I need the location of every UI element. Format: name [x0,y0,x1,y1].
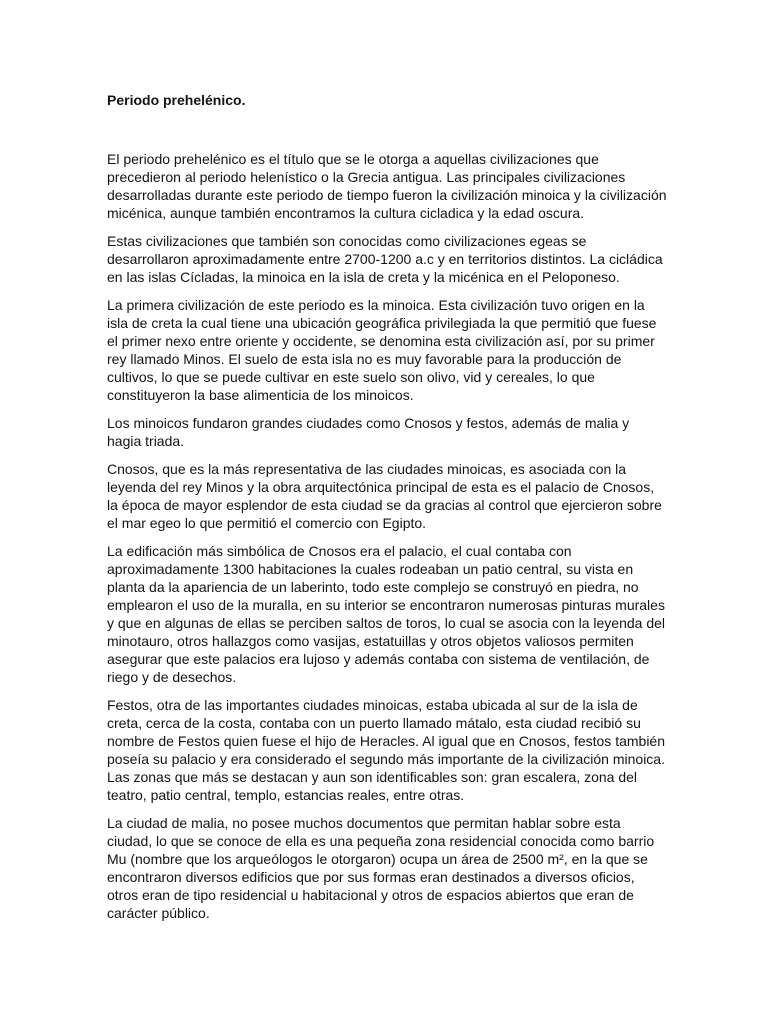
document-title: Periodo prehelénico. [107,92,246,108]
paragraph-cnosos: Cnosos, que es la más representativa de las ciudades minoicas, es asociada con la leyenda del rey Minos y la obra arquitectónica principal de esta es el palacio de Cnosos, la época de mayor esplendor de esta ciudad se da gracias al control que ejercieron sobre el mar egeo lo que permitió el comercio con Egipto. [107,461,662,531]
paragraph-intro: El periodo prehelénico es el título que se le otorga a aquellas civilizaciones que precedieron al periodo helenístico o la Grecia antigua. Las principales civilizaciones desarrolladas durante este periodo de tiempo fueron la civilización minoica y la civilización micénica, aunque también encontramos la cultura cicladica y la edad oscura. [107,151,667,221]
paragraph-minoan: La primera civilización de este periodo es la minoica. Esta civilización tuvo origen en la isla de creta la cual tiene una ubicación geográfica privilegiada la que permitió que fuese el primer nexo entre oriente y occidente, se denomina esta civilización así, por su primer rey llamado Minos. El suelo de esta isla no es muy favorable para la producción de cultivos, lo que se puede cultivar en este suelo son olivo, vid y cereales, lo que constituyeron la base alimenticia de los minoicos. [107,297,657,403]
document-page [107,91,667,932]
paragraph-cnosos-palace: La edificación más simbólica de Cnosos era el palacio, el cual contaba con aproximadamente 1300 habitaciones la cuales rodeaban un patio central, su vista en planta da la apariencia de un laberinto, todo este complejo se construyó en piedra, no emplearon el uso de la muralla, en su interior se encontraron numerosas pinturas murales y que en algunas de ellas se perciben saltos de toros, lo cual se asocia con la leyenda del minotauro, otros hallazgos como vasijas, estatuillas y otros objetos valiosos permiten asegurar que este palacios era lujoso y además contaba con sistema de ventilación, de riego y de desechos. [107,543,666,685]
paragraph-festos: Festos, otra de las importantes ciudades minoicas, estaba ubicada al sur de la isla de creta, cerca de la costa, contaba con un puerto llamado mátalo, esta ciudad recibió su nombre de Festos quien fuese el hijo de Heracles. Al igual que en Cnosos, festos también poseía su palacio y era considerado el segundo más importante de la civilización minoica. Las zonas que más se destacan y aun son identificables son: gran escalera, zona del teatro, patio central, templo, estancias reales, entre otras. [107,697,665,803]
paragraph-egean-civilizations: Estas civilizaciones que también son conocidas como civilizaciones egeas se desarrollaron aproximadamente entre 2700-1200 a.c y en territorios distintos. La cicládica en las islas Cícladas, la minoica en la isla de creta y la micénica en el Peloponeso. [107,233,663,285]
paragraph-minoan-cities: Los minoicos fundaron grandes ciudades como Cnosos y festos, además de malia y hagia triada. [107,415,630,449]
paragraph-malia: La ciudad de malia, no posee muchos documentos que permitan hablar sobre esta ciudad, lo que se conoce de ella es una pequeña zona residencial conocida como barrio Mu (nombre que los arqueólogos le otorgaron) ocupa un área de 2500 m², en la que se encontraron diversos edificios que por sus formas eran destinados a diversos oficios, otros eran de tipo residencial u habitacional y otros de espacios abiertos que eran de carácter público. [107,815,655,921]
